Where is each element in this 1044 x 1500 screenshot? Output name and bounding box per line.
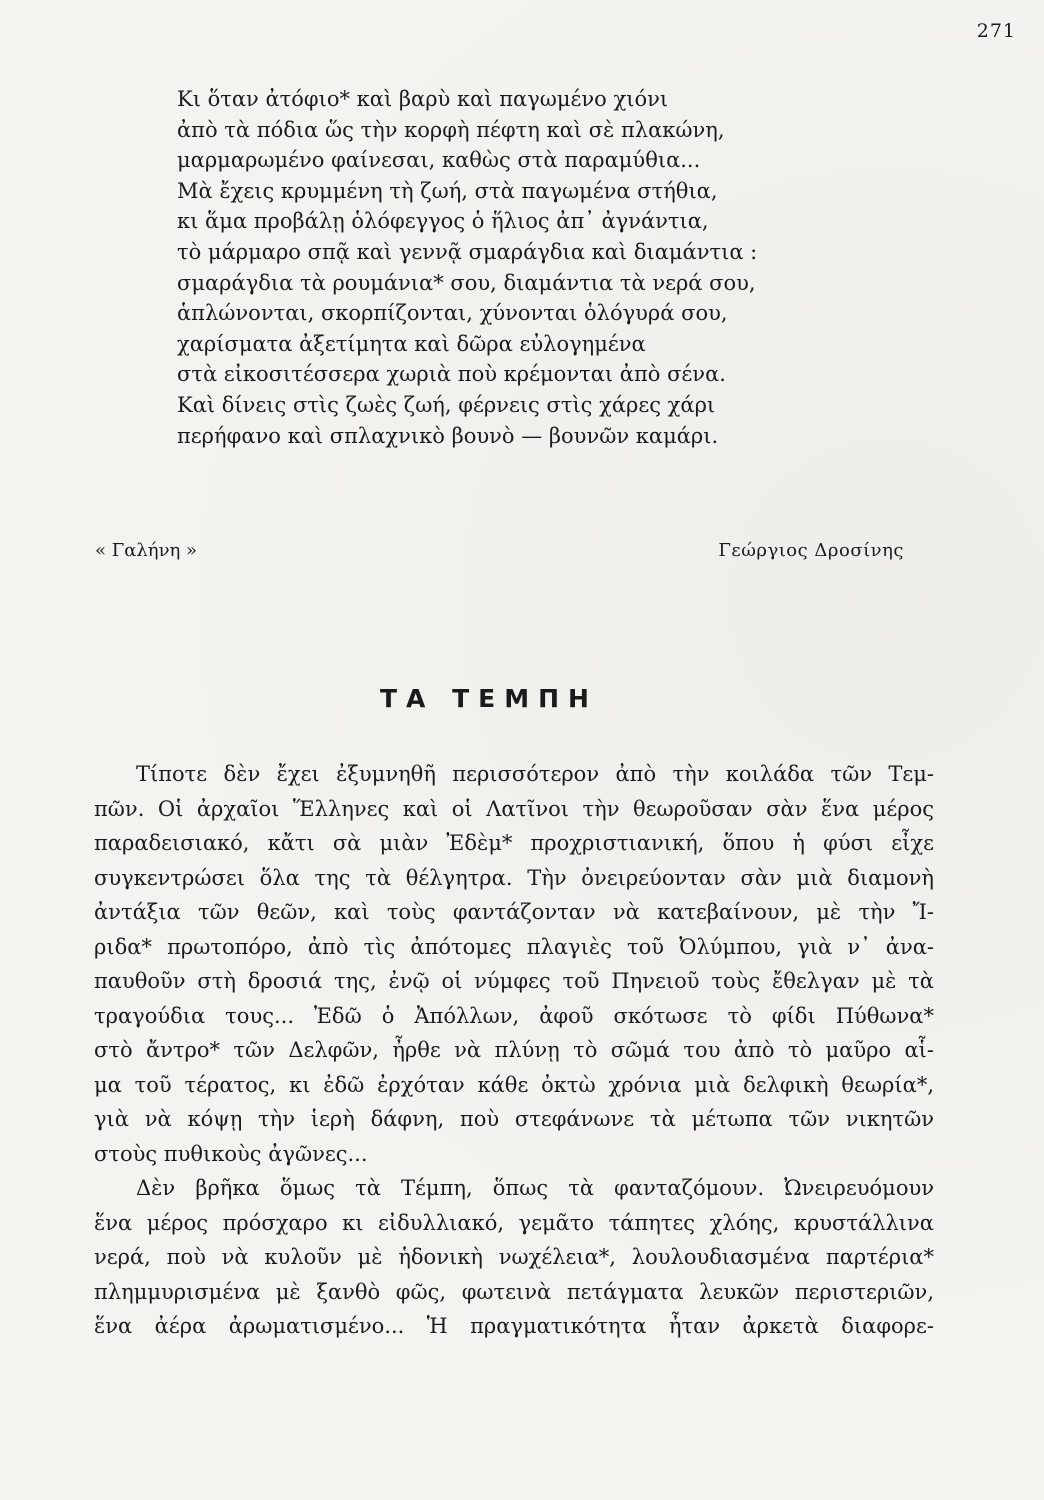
- prose-line: πῶν. Οἱ ἀρχαῖοι Ἕλληνες καὶ οἱ Λατῖνοι τὴν θεωροῦσαν σὰν ἕνα μέρος: [94, 796, 934, 821]
- poem-line: κι ἅμα προβάλῃ ὁλόφεγγος ὁ ἥλιος ἀπ᾿ ἀγνάντια,: [177, 209, 709, 234]
- prose-line: τραγούδια τους... Ἐδῶ ὁ Ἀπόλλων, ἀφοῦ σκότωσε τὸ φίδι Πύθωνα*: [94, 1003, 934, 1028]
- prose-line: γιὰ νὰ κόψῃ τὴν ἱερὴ δάφνη, ποὺ στεφάνωνε τὰ μέτωπα τῶν νικητῶν: [94, 1107, 934, 1131]
- page-number: 271: [976, 20, 1016, 42]
- poem-line: στὰ εἰκοσιτέσσερα χωριὰ ποὺ κρέμονται ἀπὸ σένα.: [177, 362, 726, 387]
- prose-line: παραδεισιακό, κἄτι σὰ μιὰν Ἐδὲμ* προχριστιανική, ὅπου ἡ φύσι εἶχε: [94, 831, 934, 855]
- prose-line: ἀντάξια τῶν θεῶν, καὶ τοὺς φαντάζονταν νὰ κατεβαίνουν, μὲ τὴν Ἴ-: [94, 900, 934, 924]
- poem-line: Μὰ ἔχεις κρυμμένη τὴ ζωή, στὰ παγωμένα στήθια,: [177, 178, 718, 203]
- prose-line: στὸ ἄντρο* τῶν Δελφῶν, ἦρθε νὰ πλύνῃ τὸ σῶμά του ἀπὸ τὸ μαῦρο αἷ-: [94, 1038, 934, 1062]
- prose-line: Τίποτε δὲν ἔχει ἐξυμνηθῆ περισσότερον ἀπὸ τὴν κοιλάδα τῶν Τεμ-: [136, 762, 934, 786]
- poem-stanza: [177, 84, 877, 451]
- prose-line: ριδα* πρωτοπόρο, ἀπὸ τὶς ἀπότομες πλαγιὲς τοῦ Ὀλύμπου, γιὰ ν᾿ ἀνα-: [94, 934, 934, 959]
- prose-line: πλημμυρισμένα μὲ ξανθὸ φῶς, φωτεινὰ πετάγματα λευκῶν περιστεριῶν,: [94, 1279, 934, 1304]
- prose-line: παυθοῦν στὴ δροσιά της, ἐνῷ οἱ νύμφες τοῦ Πηνειοῦ τοὺς ἔθελγαν μὲ τὰ: [94, 969, 934, 993]
- prose-line: συγκεντρώσει ὅλα της τὰ θέλγητρα. Τὴν ὀνειρεύονταν σὰν μιὰ διαμονὴ: [94, 865, 934, 890]
- prose-body: [94, 757, 934, 1344]
- poem-line: Καὶ δίνεις στὶς ζωὲς ζωή, φέρνεις στὶς χάρες χάρι: [177, 392, 716, 417]
- section-title: ΤΑ ΤΕΜΠΗ: [380, 684, 598, 713]
- poem-source: « Γαλήνη »: [95, 540, 198, 561]
- poem-line: σμαράγδια τὰ ρουμάνια* σου, διαμάντια τὰ νερά σου,: [177, 270, 756, 295]
- poem-line: τὸ μάρμαρο σπᾷ καὶ γεννᾷ σμαράγδια καὶ διαμάντια :: [177, 239, 758, 264]
- poem-line: περήφανο καὶ σπλαχνικὸ βουνὸ — βουνῶν καμάρι.: [177, 423, 719, 448]
- poem-line: χαρίσματα ἀξετίμητα καὶ δῶρα εὐλογημένα: [177, 331, 646, 356]
- poem-attribution: [95, 540, 904, 568]
- prose-line: Δὲν βρῆκα ὅμως τὰ Τέμπη, ὅπως τὰ φανταζόμουν. Ὠνειρευόμουν: [136, 1176, 934, 1200]
- poem-line: Κι ὅταν ἀτόφιο* καὶ βαρὺ καὶ παγωμένο χιόνι: [177, 87, 669, 111]
- prose-line: ἕνα μέρος πρόσχαρο κι εἰδυλλιακό, γεμᾶτο τάπητες χλόης, κρυστάλλινα: [94, 1210, 934, 1235]
- prose-line: μα τοῦ τέρατος, κι ἐδῶ ἐρχόταν κάθε ὀκτὼ χρόνια μιὰ δελφικὴ θεωρία*,: [94, 1072, 934, 1097]
- prose-line: νερά, ποὺ νὰ κυλοῦν μὲ ἡδονικὴ νωχέλεια*, λουλουδιασμένα παρτέρια*: [94, 1245, 934, 1269]
- poem-line: ἁπλώνονται, σκορπίζονται, χύνονται ὁλόγυρά σου,: [177, 301, 728, 326]
- prose-line: στοὺς πυθικοὺς ἀγῶνες...: [94, 1141, 368, 1166]
- poem-line: ἀπὸ τὰ πόδια ὥς τὴν κορφὴ πέφτη καὶ σὲ πλακώνη,: [177, 117, 725, 142]
- prose-line: ἕνα ἀέρα ἀρωματισμένο... Ἡ πραγματικότητα ἦταν ἀρκετὰ διαφορε-: [94, 1314, 934, 1338]
- poem-line: μαρμαρωμένο φαίνεσαι, καθὼς στὰ παραμύθια...: [177, 148, 701, 173]
- poem-author: Γεώργιος Δροσίνης: [718, 540, 904, 561]
